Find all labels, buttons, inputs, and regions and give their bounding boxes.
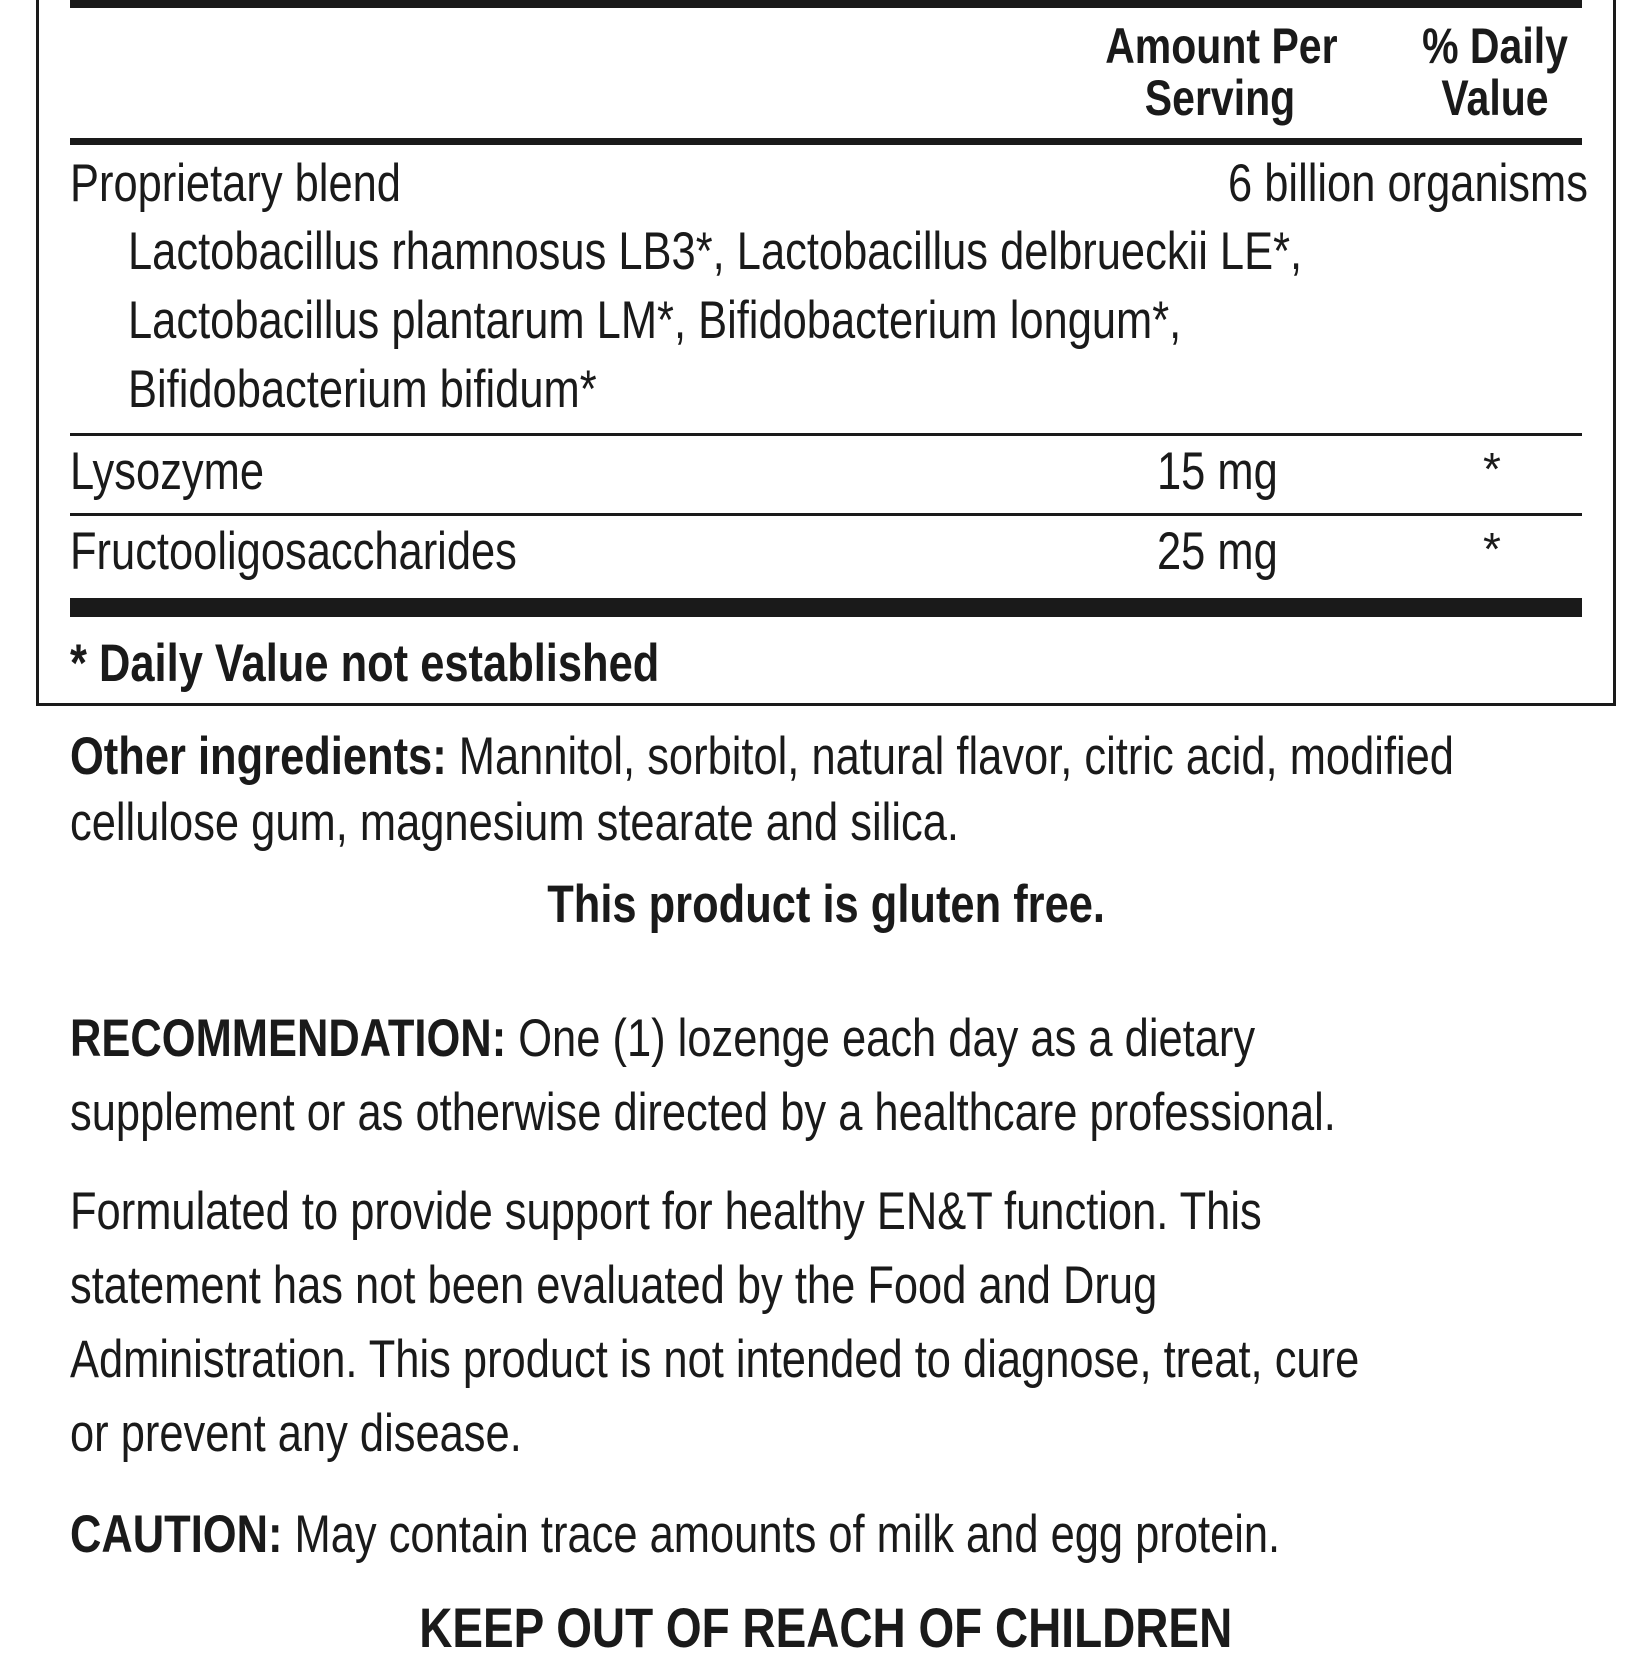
disclaimer-line: Administration. This product is not intended to diagnose, treat, cure xyxy=(70,1330,1360,1389)
other-ingredients-label: Other ingredients: xyxy=(70,727,447,786)
disclaimer-line: Formulated to provide support for healthy EN&T function. This xyxy=(70,1182,1262,1241)
daily-value-header: % Daily Value xyxy=(1422,18,1568,126)
ingredient-name-lysozyme: Lysozyme xyxy=(70,442,265,501)
blend-component-line: Lactobacillus plantarum LM*, Bifidobacterium longum*, xyxy=(128,291,1182,350)
ingredient-dv-fructooligosaccharides: * xyxy=(1483,523,1501,575)
ingredient-dv-lysozyme: * xyxy=(1483,443,1501,495)
disclaimer-line: statement has not been evaluated by the Food and Drug xyxy=(70,1256,1158,1315)
caution-label: CAUTION: xyxy=(70,1505,283,1564)
row-divider xyxy=(70,433,1582,436)
fda-disclaimer xyxy=(70,1175,1642,1471)
caution xyxy=(70,1498,1546,1572)
bottom-rule xyxy=(70,598,1582,617)
gluten-free-statement: This product is gluten free. xyxy=(547,875,1105,934)
keep-out-of-reach-warning: KEEP OUT OF REACH OF CHILDREN xyxy=(419,1596,1233,1659)
daily-value-footnote: * Daily Value not established xyxy=(70,634,660,693)
ingredient-name-fructooligosaccharides: Fructooligosaccharides xyxy=(70,522,517,581)
ingredient-amount-fructooligosaccharides: 25 mg xyxy=(1157,522,1278,581)
recommendation-text: One (1) lozenge each day as a dietary xyxy=(506,1009,1256,1068)
other-ingredients xyxy=(70,724,1652,856)
top-rule xyxy=(70,0,1582,8)
ingredient-amount-lysozyme: 15 mg xyxy=(1157,442,1278,501)
recommendation-label: RECOMMENDATION: xyxy=(70,1009,507,1068)
header-rule xyxy=(70,138,1582,145)
recommendation xyxy=(70,1002,1614,1150)
ingredient-name-proprietary-blend: Proprietary blend xyxy=(70,154,401,213)
recommendation-text: supplement or as otherwise directed by a healthcare professional. xyxy=(70,1083,1336,1142)
blend-component-line: Bifidobacterium bifidum* xyxy=(128,360,597,419)
disclaimer-line: or prevent any disease. xyxy=(70,1404,522,1463)
other-ingredients-text: cellulose gum, magnesium stearate and silica. xyxy=(70,793,959,852)
amount-per-serving-header: Amount Per Serving xyxy=(1105,18,1338,126)
blend-component-line: Lactobacillus rhamnosus LB3*, Lactobacillus delbrueckii LE*, xyxy=(128,222,1303,281)
row-divider xyxy=(70,513,1582,516)
caution-text: May contain trace amounts of milk and egg protein. xyxy=(282,1505,1281,1564)
other-ingredients-text: Mannitol, sorbitol, natural flavor, citric acid, modified xyxy=(446,727,1454,786)
ingredient-amount-proprietary-blend: 6 billion organisms xyxy=(1228,154,1588,213)
